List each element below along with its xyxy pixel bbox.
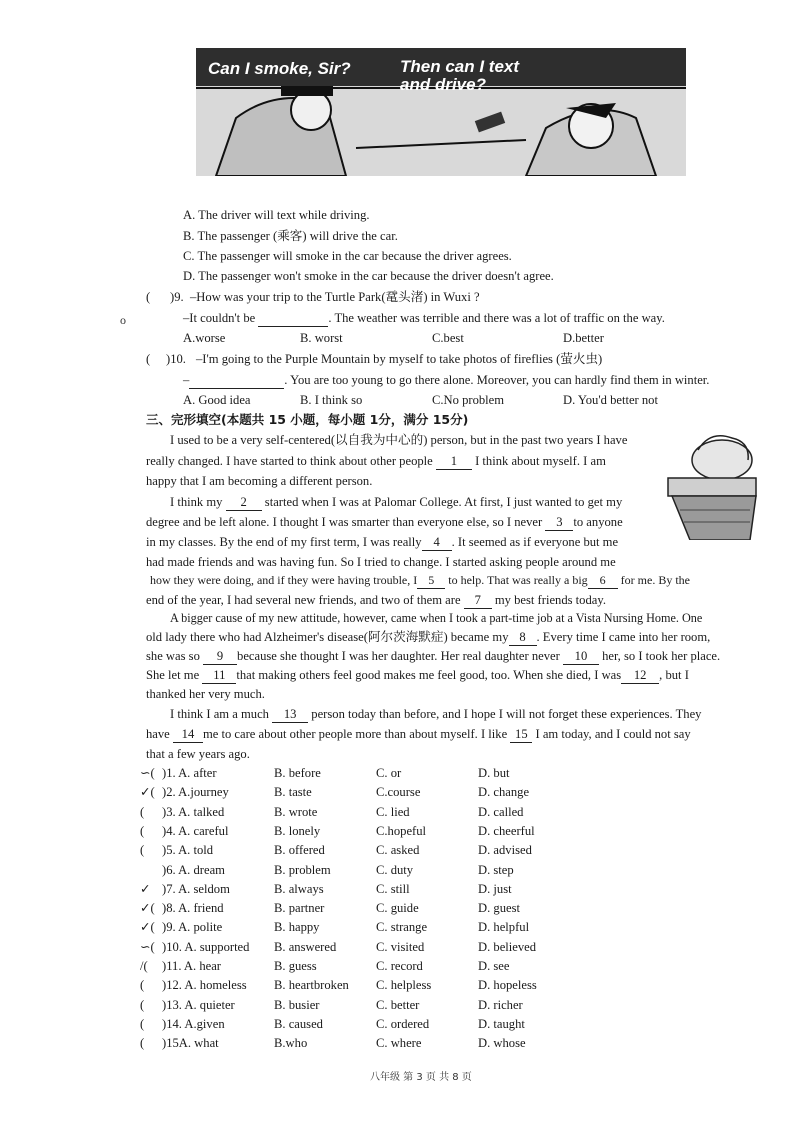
cloze-option-b[interactable]: B.who bbox=[274, 1036, 308, 1050]
cloze-option-a[interactable]: )5. A. told bbox=[162, 843, 214, 857]
text-span: that making others feel good makes me feel good, too. When she died, I was bbox=[236, 668, 622, 682]
cloze-row-mark: ∽( bbox=[140, 940, 155, 954]
blank-7[interactable]: 7 bbox=[464, 592, 492, 609]
text-span: to help. That was really a big bbox=[448, 573, 588, 587]
text-span: she was so bbox=[146, 649, 200, 663]
q10-reply-start: – bbox=[183, 373, 190, 387]
passage-p1-line3: happy that I am becoming a different person. bbox=[146, 474, 373, 488]
cloze-option-c[interactable]: C. or bbox=[376, 766, 402, 780]
cloze-row-mark: ( bbox=[140, 1036, 145, 1050]
cloze-row-mark: /( bbox=[140, 959, 148, 973]
text-span: to anyone bbox=[573, 515, 623, 529]
cloze-option-d[interactable]: D. see bbox=[478, 959, 510, 973]
q9-option-a: A.worse bbox=[183, 331, 226, 345]
cloze-row-mark: ✓ bbox=[140, 882, 151, 896]
passage-p3-line5: thanked her very much. bbox=[146, 687, 265, 701]
cloze-option-b[interactable]: B. guess bbox=[274, 959, 317, 973]
blank-4[interactable]: 4 bbox=[422, 534, 452, 551]
blank-2[interactable]: 2 bbox=[226, 494, 262, 511]
q10-reply bbox=[183, 372, 709, 389]
cloze-row-mark: ( bbox=[140, 1017, 145, 1031]
cloze-option-b[interactable]: B. answered bbox=[274, 940, 337, 954]
passage-p1-line1: I used to be a very self-centered(以自我为中心的) person, but in the past two years I have bbox=[170, 433, 628, 447]
text-span: degree and be left alone. I thought I was smarter than everyone else, so I never bbox=[146, 515, 543, 529]
cartoon-caption-left: Can I smoke, Sir? bbox=[208, 59, 351, 78]
blank-15[interactable]: 15 bbox=[510, 726, 532, 743]
q9-option-c: C.best bbox=[432, 331, 464, 345]
cloze-option-a[interactable]: )12. A. homeless bbox=[162, 978, 247, 992]
cloze-option-d[interactable]: D. richer bbox=[478, 998, 523, 1012]
q10-number: )10. bbox=[166, 352, 186, 366]
cloze-option-d[interactable]: D. helpful bbox=[478, 920, 530, 934]
margin-dot: o bbox=[120, 313, 126, 327]
q9-option-d: D.better bbox=[563, 331, 604, 345]
cloze-option-c[interactable]: C. ordered bbox=[376, 1017, 430, 1031]
q9-option-b: B. worst bbox=[300, 331, 343, 345]
passage-p2-line5 bbox=[150, 572, 690, 589]
q9-reply-start: –It couldn't be bbox=[183, 311, 256, 325]
q8-option-a: A. The driver will text while driving. bbox=[183, 208, 370, 222]
cloze-option-a[interactable]: )4. A. careful bbox=[162, 824, 229, 838]
text-span: She let me bbox=[146, 668, 200, 682]
cloze-option-c[interactable]: C. record bbox=[376, 959, 423, 973]
cloze-row-mark: ( bbox=[140, 805, 145, 819]
text-span: . Every time I came into her room, bbox=[536, 630, 711, 644]
cloze-option-d[interactable]: D. hopeless bbox=[478, 978, 537, 992]
blank-10[interactable]: 10 bbox=[563, 648, 599, 665]
cloze-row-mark: ✓( bbox=[140, 785, 155, 799]
page-footer: 八年级 第 3 页 共 8 页 bbox=[370, 1072, 472, 1083]
blank-1[interactable]: 1 bbox=[436, 453, 472, 470]
passage-p2-line2 bbox=[146, 514, 623, 531]
text-span: I think I am a much bbox=[170, 707, 269, 721]
cloze-option-d[interactable]: D. change bbox=[478, 785, 530, 799]
cloze-option-b[interactable]: B. offered bbox=[274, 843, 325, 857]
cloze-option-a[interactable]: )15A. what bbox=[162, 1036, 219, 1050]
q10-option-a: A. Good idea bbox=[183, 393, 251, 407]
blank-12[interactable]: 12 bbox=[621, 667, 659, 684]
text-span: I am today, and I could not say bbox=[535, 727, 691, 741]
cloze-option-d[interactable]: D. whose bbox=[478, 1036, 526, 1050]
text-span: really changed. I have started to think about other people bbox=[146, 454, 433, 468]
cloze-option-c[interactable]: C.course bbox=[376, 785, 421, 799]
q9-answer-blank[interactable] bbox=[258, 310, 328, 327]
passage-p4-line2 bbox=[146, 726, 691, 743]
cloze-option-d[interactable]: D. advised bbox=[478, 843, 532, 857]
cloze-option-d[interactable]: D. but bbox=[478, 766, 510, 780]
cloze-option-d[interactable]: D. called bbox=[478, 805, 524, 819]
passage-p2-line1 bbox=[170, 494, 622, 511]
cloze-option-c[interactable]: C. asked bbox=[376, 843, 420, 857]
cloze-option-a[interactable]: )6. A. dream bbox=[162, 863, 225, 877]
cloze-row-mark: ( bbox=[140, 978, 145, 992]
text-span: for me. By the bbox=[620, 573, 690, 587]
blank-11[interactable]: 11 bbox=[202, 667, 236, 684]
cloze-option-b[interactable]: B. lonely bbox=[274, 824, 321, 838]
q10-option-b: B. I think so bbox=[300, 393, 363, 407]
cloze-option-c[interactable]: C. helpless bbox=[376, 978, 432, 992]
text-span: end of the year, I had several new friends, and two of them are bbox=[146, 593, 461, 607]
q8-option-b: B. The passenger (乘客) will drive the car. bbox=[183, 229, 398, 243]
cloze-option-b[interactable]: B. taste bbox=[274, 785, 312, 799]
cloze-option-a[interactable]: )8. A. friend bbox=[162, 901, 224, 915]
cloze-option-a[interactable]: )1. A. after bbox=[162, 766, 217, 780]
cloze-option-d[interactable]: D. just bbox=[478, 882, 512, 896]
cloze-option-b[interactable]: B. caused bbox=[274, 1017, 323, 1031]
q10-prompt: –I'm going to the Purple Mountain by myself to take photos of fireflies (萤火虫) bbox=[196, 352, 603, 366]
q9-paren: ( bbox=[146, 290, 151, 304]
blank-13[interactable]: 13 bbox=[272, 706, 308, 723]
cloze-option-d[interactable]: D. step bbox=[478, 863, 514, 877]
cloze-option-a[interactable]: )9. A. polite bbox=[162, 920, 223, 934]
cloze-option-c[interactable]: C. still bbox=[376, 882, 410, 896]
cloze-option-d[interactable]: D. taught bbox=[478, 1017, 525, 1031]
cartoon-caption-right-1: Then can I text bbox=[400, 57, 520, 76]
q8-option-c: C. The passenger will smoke in the car because the driver agrees. bbox=[183, 249, 512, 263]
q10-option-d: D. You'd better not bbox=[563, 393, 658, 407]
q9-reply bbox=[183, 310, 665, 327]
blank-14[interactable]: 14 bbox=[173, 726, 203, 743]
cloze-option-c[interactable]: C. better bbox=[376, 998, 420, 1012]
blank-8[interactable]: 8 bbox=[509, 629, 537, 646]
cloze-row-mark: ( bbox=[140, 998, 145, 1012]
q8-option-d: D. The passenger won't smoke in the car because the driver doesn't agree. bbox=[183, 269, 554, 283]
cloze-option-c[interactable]: C. lied bbox=[376, 805, 410, 819]
blank-6[interactable]: 6 bbox=[588, 572, 618, 589]
passage-p1-line2 bbox=[146, 453, 606, 470]
cloze-option-b[interactable]: B. before bbox=[274, 766, 321, 780]
q10-option-c: C.No problem bbox=[432, 393, 505, 407]
text-span: started when I was at Palomar College. At first, I just wanted to get my bbox=[264, 495, 623, 509]
section-heading: 三、完形填空(本题共 15 小题，每小题 1分，满分 15分) bbox=[146, 412, 469, 427]
blank-3[interactable]: 3 bbox=[545, 514, 573, 531]
cloze-option-b[interactable]: B. happy bbox=[274, 920, 320, 934]
cloze-option-c[interactable]: C. visited bbox=[376, 940, 425, 954]
q10-reply-end: . You are too young to go there alone. Moreover, you can hardly find them in winter. bbox=[284, 373, 710, 387]
text-span: I think my bbox=[170, 495, 223, 509]
cloze-option-c[interactable]: C. where bbox=[376, 1036, 422, 1050]
cloze-option-a[interactable]: )14. A.given bbox=[162, 1017, 225, 1031]
passage-p2-line4: had made friends and was having fun. So I tried to change. I started asking people around me bbox=[146, 555, 616, 569]
blank-5[interactable]: 5 bbox=[417, 572, 445, 589]
cloze-row-mark: ✓( bbox=[140, 920, 155, 934]
passage-p3-line1: A bigger cause of my new attitude, however, came when I took a part-time job at a Vista Nursing Home. One bbox=[170, 611, 703, 625]
blank-9[interactable]: 9 bbox=[203, 648, 237, 665]
text-span: , but I bbox=[659, 668, 689, 682]
cloze-option-a[interactable]: )10. A. supported bbox=[162, 940, 250, 954]
cloze-option-a[interactable]: )7. A. seldom bbox=[162, 882, 230, 896]
cloze-option-d[interactable]: D. cheerful bbox=[478, 824, 535, 838]
passage-p2-line6 bbox=[146, 592, 606, 609]
cloze-option-c[interactable]: C. guide bbox=[376, 901, 419, 915]
passage-p3-line4 bbox=[146, 667, 689, 684]
cloze-row-mark: ( bbox=[140, 824, 145, 838]
cloze-option-b[interactable]: B. wrote bbox=[274, 805, 318, 819]
text-span: how they were doing, and if they were having trouble, I bbox=[150, 573, 418, 587]
cloze-option-d[interactable]: D. believed bbox=[478, 940, 537, 954]
q10-paren: ( bbox=[146, 352, 151, 366]
text-span: because she thought I was her daughter. Her real daughter never bbox=[237, 649, 560, 663]
text-span: have bbox=[146, 727, 170, 741]
side-illustration bbox=[650, 430, 760, 540]
cloze-option-a[interactable]: )3. A. talked bbox=[162, 805, 225, 819]
cloze-option-b[interactable]: B. partner bbox=[274, 901, 325, 915]
q9-number: )9. bbox=[170, 290, 184, 304]
cartoon-illustration bbox=[196, 48, 686, 176]
text-span: . It seemed as if everyone but me bbox=[451, 535, 619, 549]
passage-p3-line3 bbox=[146, 648, 720, 665]
passage-p4-line1 bbox=[170, 706, 701, 723]
cloze-option-b[interactable]: B. problem bbox=[274, 863, 331, 877]
text-span: old lady there who had Alzheimer's disease(阿尔茨海默症) became my bbox=[146, 630, 509, 644]
cloze-row-mark: ∽( bbox=[140, 766, 155, 780]
q9-prompt: –How was your trip to the Turtle Park(鼋头渚) in Wuxi ? bbox=[190, 290, 480, 304]
cloze-option-c[interactable]: C. duty bbox=[376, 863, 414, 877]
cloze-option-c[interactable]: C. strange bbox=[376, 920, 428, 934]
cloze-option-b[interactable]: B. always bbox=[274, 882, 324, 896]
cloze-row-mark: ✓( bbox=[140, 901, 155, 915]
q10-answer-blank[interactable] bbox=[189, 372, 284, 389]
cartoon-caption-right-2: and drive? bbox=[400, 75, 486, 94]
cloze-option-d[interactable]: D. guest bbox=[478, 901, 520, 915]
passage-p3-line2 bbox=[146, 629, 710, 646]
cloze-option-a[interactable]: )11. A. hear bbox=[162, 959, 221, 973]
text-span: I think about myself. I am bbox=[475, 454, 606, 468]
text-span: me to care about other people more than about myself. I like bbox=[202, 727, 508, 741]
cloze-row-mark: ( bbox=[140, 843, 145, 857]
passage-p4-line3: that a few years ago. bbox=[146, 747, 250, 761]
text-span: my best friends today. bbox=[494, 593, 606, 607]
cloze-option-c[interactable]: C.hopeful bbox=[376, 824, 427, 838]
cloze-option-b[interactable]: B. heartbroken bbox=[274, 978, 349, 992]
text-span: person today than before, and I hope I will not forget these experiences. They bbox=[311, 707, 702, 721]
passage-p2-line3 bbox=[146, 534, 618, 551]
text-span: her, so I took her place. bbox=[602, 649, 721, 663]
cloze-option-a[interactable]: )13. A. quieter bbox=[162, 998, 235, 1012]
cloze-option-b[interactable]: B. busier bbox=[274, 998, 320, 1012]
q9-reply-end: . The weather was terrible and there was a lot of traffic on the way. bbox=[328, 311, 665, 325]
cloze-option-a[interactable]: )2. A.journey bbox=[162, 785, 229, 799]
text-span: in my classes. By the end of my first term, I was really bbox=[146, 535, 422, 549]
